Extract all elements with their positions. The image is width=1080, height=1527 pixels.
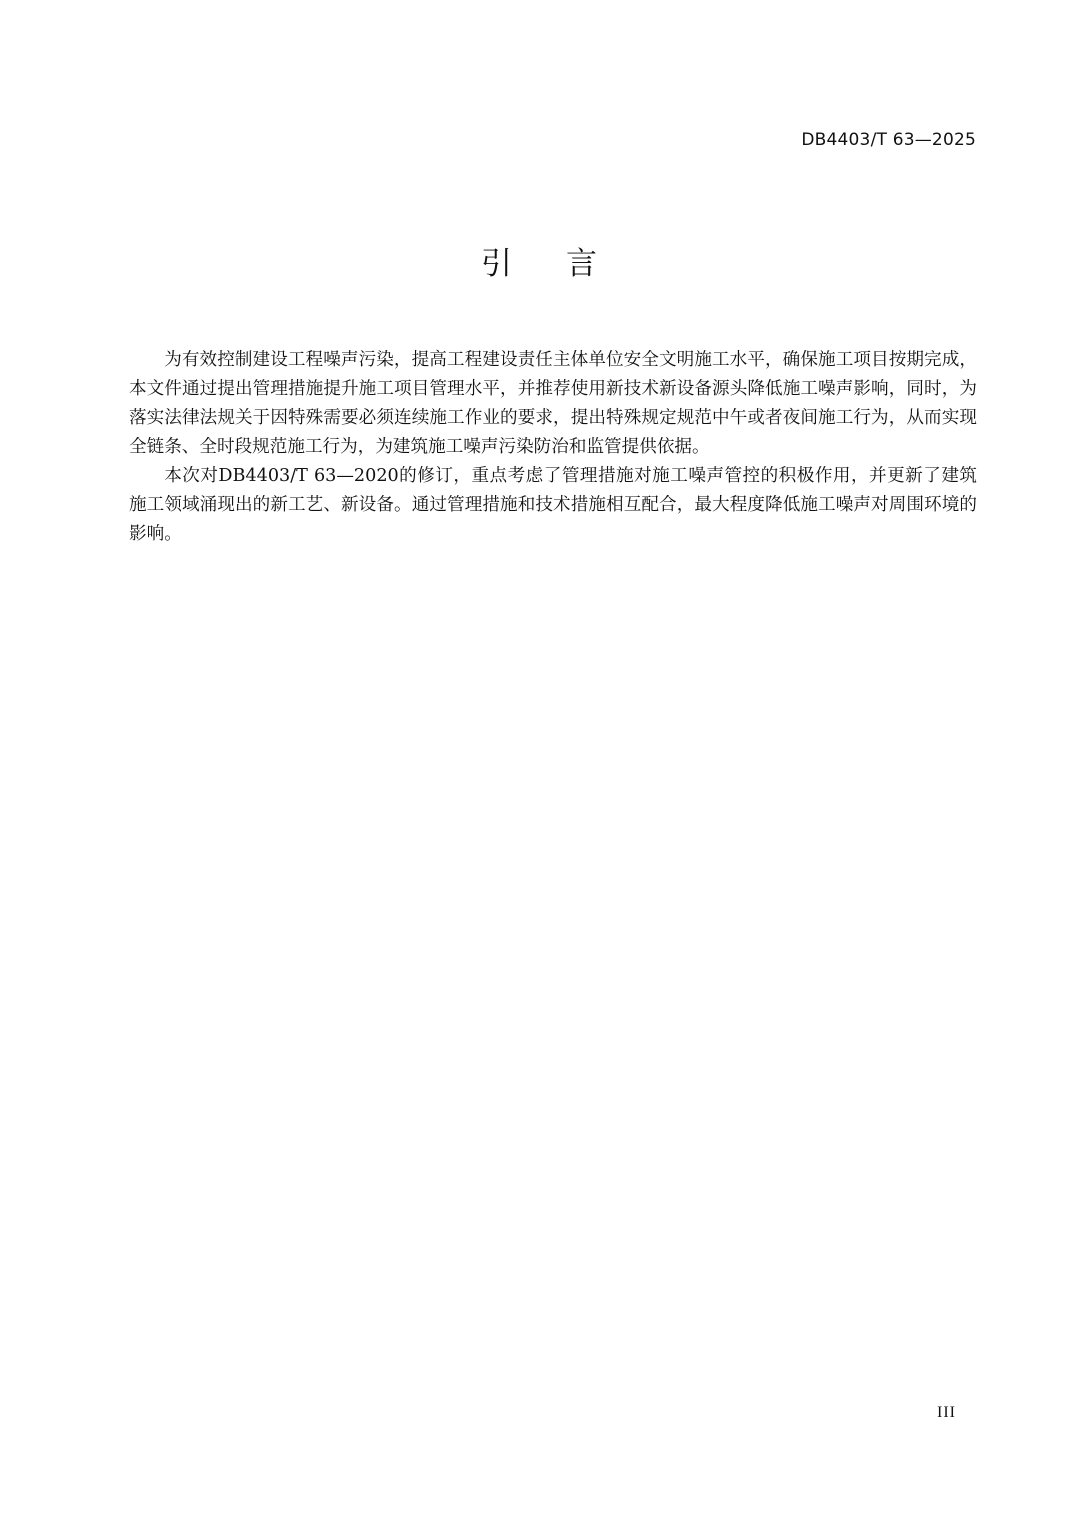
title-char-1: 引: [481, 246, 514, 282]
document-code: DB4403/T 63—2025: [801, 130, 976, 150]
page-number: III: [937, 1404, 956, 1421]
title-char-2: 言: [566, 246, 599, 282]
introduction-body: [129, 346, 977, 549]
paragraph-2: 本次对DB4403/T 63—2020的修订，重点考虑了管理措施对施工噪声管控的积极作用，并更新了建筑施工领域涌现出的新工艺、新设备。通过管理措施和技术措施相互配合，最大程度降低施工噪声对周围环境的影响。: [129, 466, 977, 544]
paragraph-1: 为有效控制建设工程噪声污染，提高工程建设责任主体单位安全文明施工水平，确保施工项目按期完成，本文件通过提出管理措施提升施工项目管理水平，并推荐使用新技术新设备源头降低施工噪声影响，同时，为落实法律法规关于因特殊需要必须连续施工作业的要求，提出特殊规定规范中午或者夜间施工行为，从而实现全链条、全时段规范施工行为，为建筑施工噪声污染防治和监管提供依据。: [129, 350, 977, 457]
page-title: [0, 238, 1080, 283]
